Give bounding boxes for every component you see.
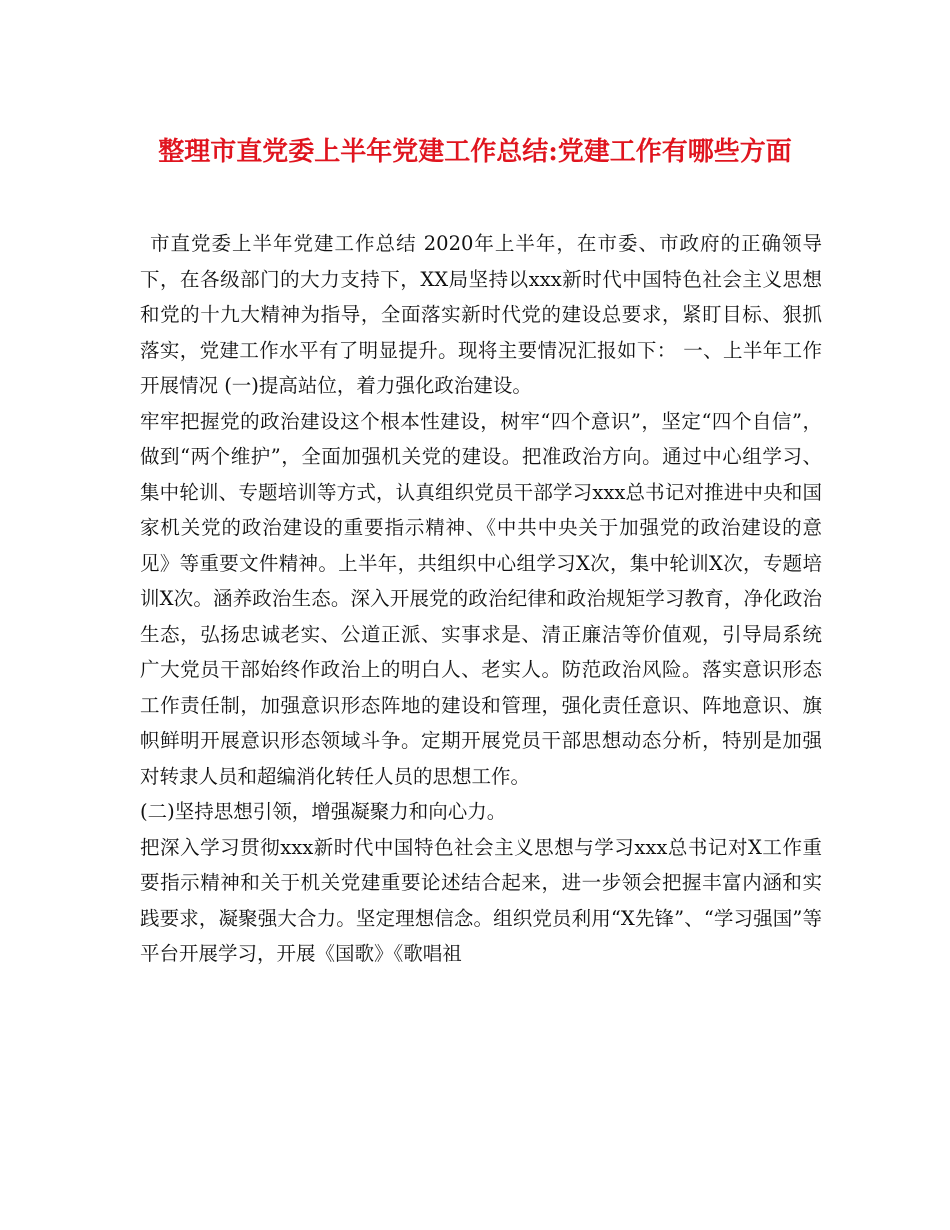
document-body (140, 226, 822, 972)
document-title: 整理市直党委上半年党建工作总结:党建工作有哪些方面 (158, 137, 792, 167)
paragraph-political-construction: 牢牢把握党的政治建设这个根本性建设，树牢“四个意识”，坚定“四个自信”，做到“两个维护”，全面加强机关党的建设。把准政治方向。通过中心组学习、集中轮训、专题培训等方式，认真组织党员干部学习xxx总书记对推进中央和国家机关党的政治建设的重要指示精神、《中共中央关于加强党的政治建设的意见》等重要文件精神。上半年，共组织中心组学习X次，集中轮训X次，专题培训X次。涵养政治生态。深入开展党的政治纪律和政治规矩学习教育，净化政治生态，弘扬忠诚老实、公道正派、实事求是、清正廉洁等价值观，引导局系统广大党员干部始终作政治上的明白人、老实人。防范政治风险。落实意识形态工作责任制，加强意识形态阵地的建设和管理，强化责任意识、阵地意识、旗帜鲜明开展意识形态领域斗争。定期开展党员干部思想动态分析，特别是加强对转隶人员和超编消化转任人员的思想工作。 (140, 409, 822, 788)
paragraph-intro: 市直党委上半年党建工作总结 2020年上半年，在市委、市政府的正确领导下，在各级部门的大力支持下，XX局坚持以xxx新时代中国特色社会主义思想和党的十九大精神为指导，全面落实新时代党的建设总要求，紧盯目标、狠抓落实，党建工作水平有了明显提升。现将主要情况汇报如下： 一、上半年工作开展情况 (一)提高站位，着力强化政治建设。 (140, 232, 822, 397)
section-heading-ideological-guidance: (二)坚持思想引领，增强凝聚力和向心力。 (140, 800, 507, 823)
paragraph-ideological-guidance: 把深入学习贯彻xxx新时代中国特色社会主义思想与学习xxx总书记对X工作重要指示精神和关于机关党建重要论述结合起来，进一步领会把握丰富内涵和实践要求，凝聚强大合力。坚定理想信念。组织党员利用“X先锋”、“学习强国”等平台开展学习，开展《国歌》《歌唱祖 (140, 835, 822, 965)
